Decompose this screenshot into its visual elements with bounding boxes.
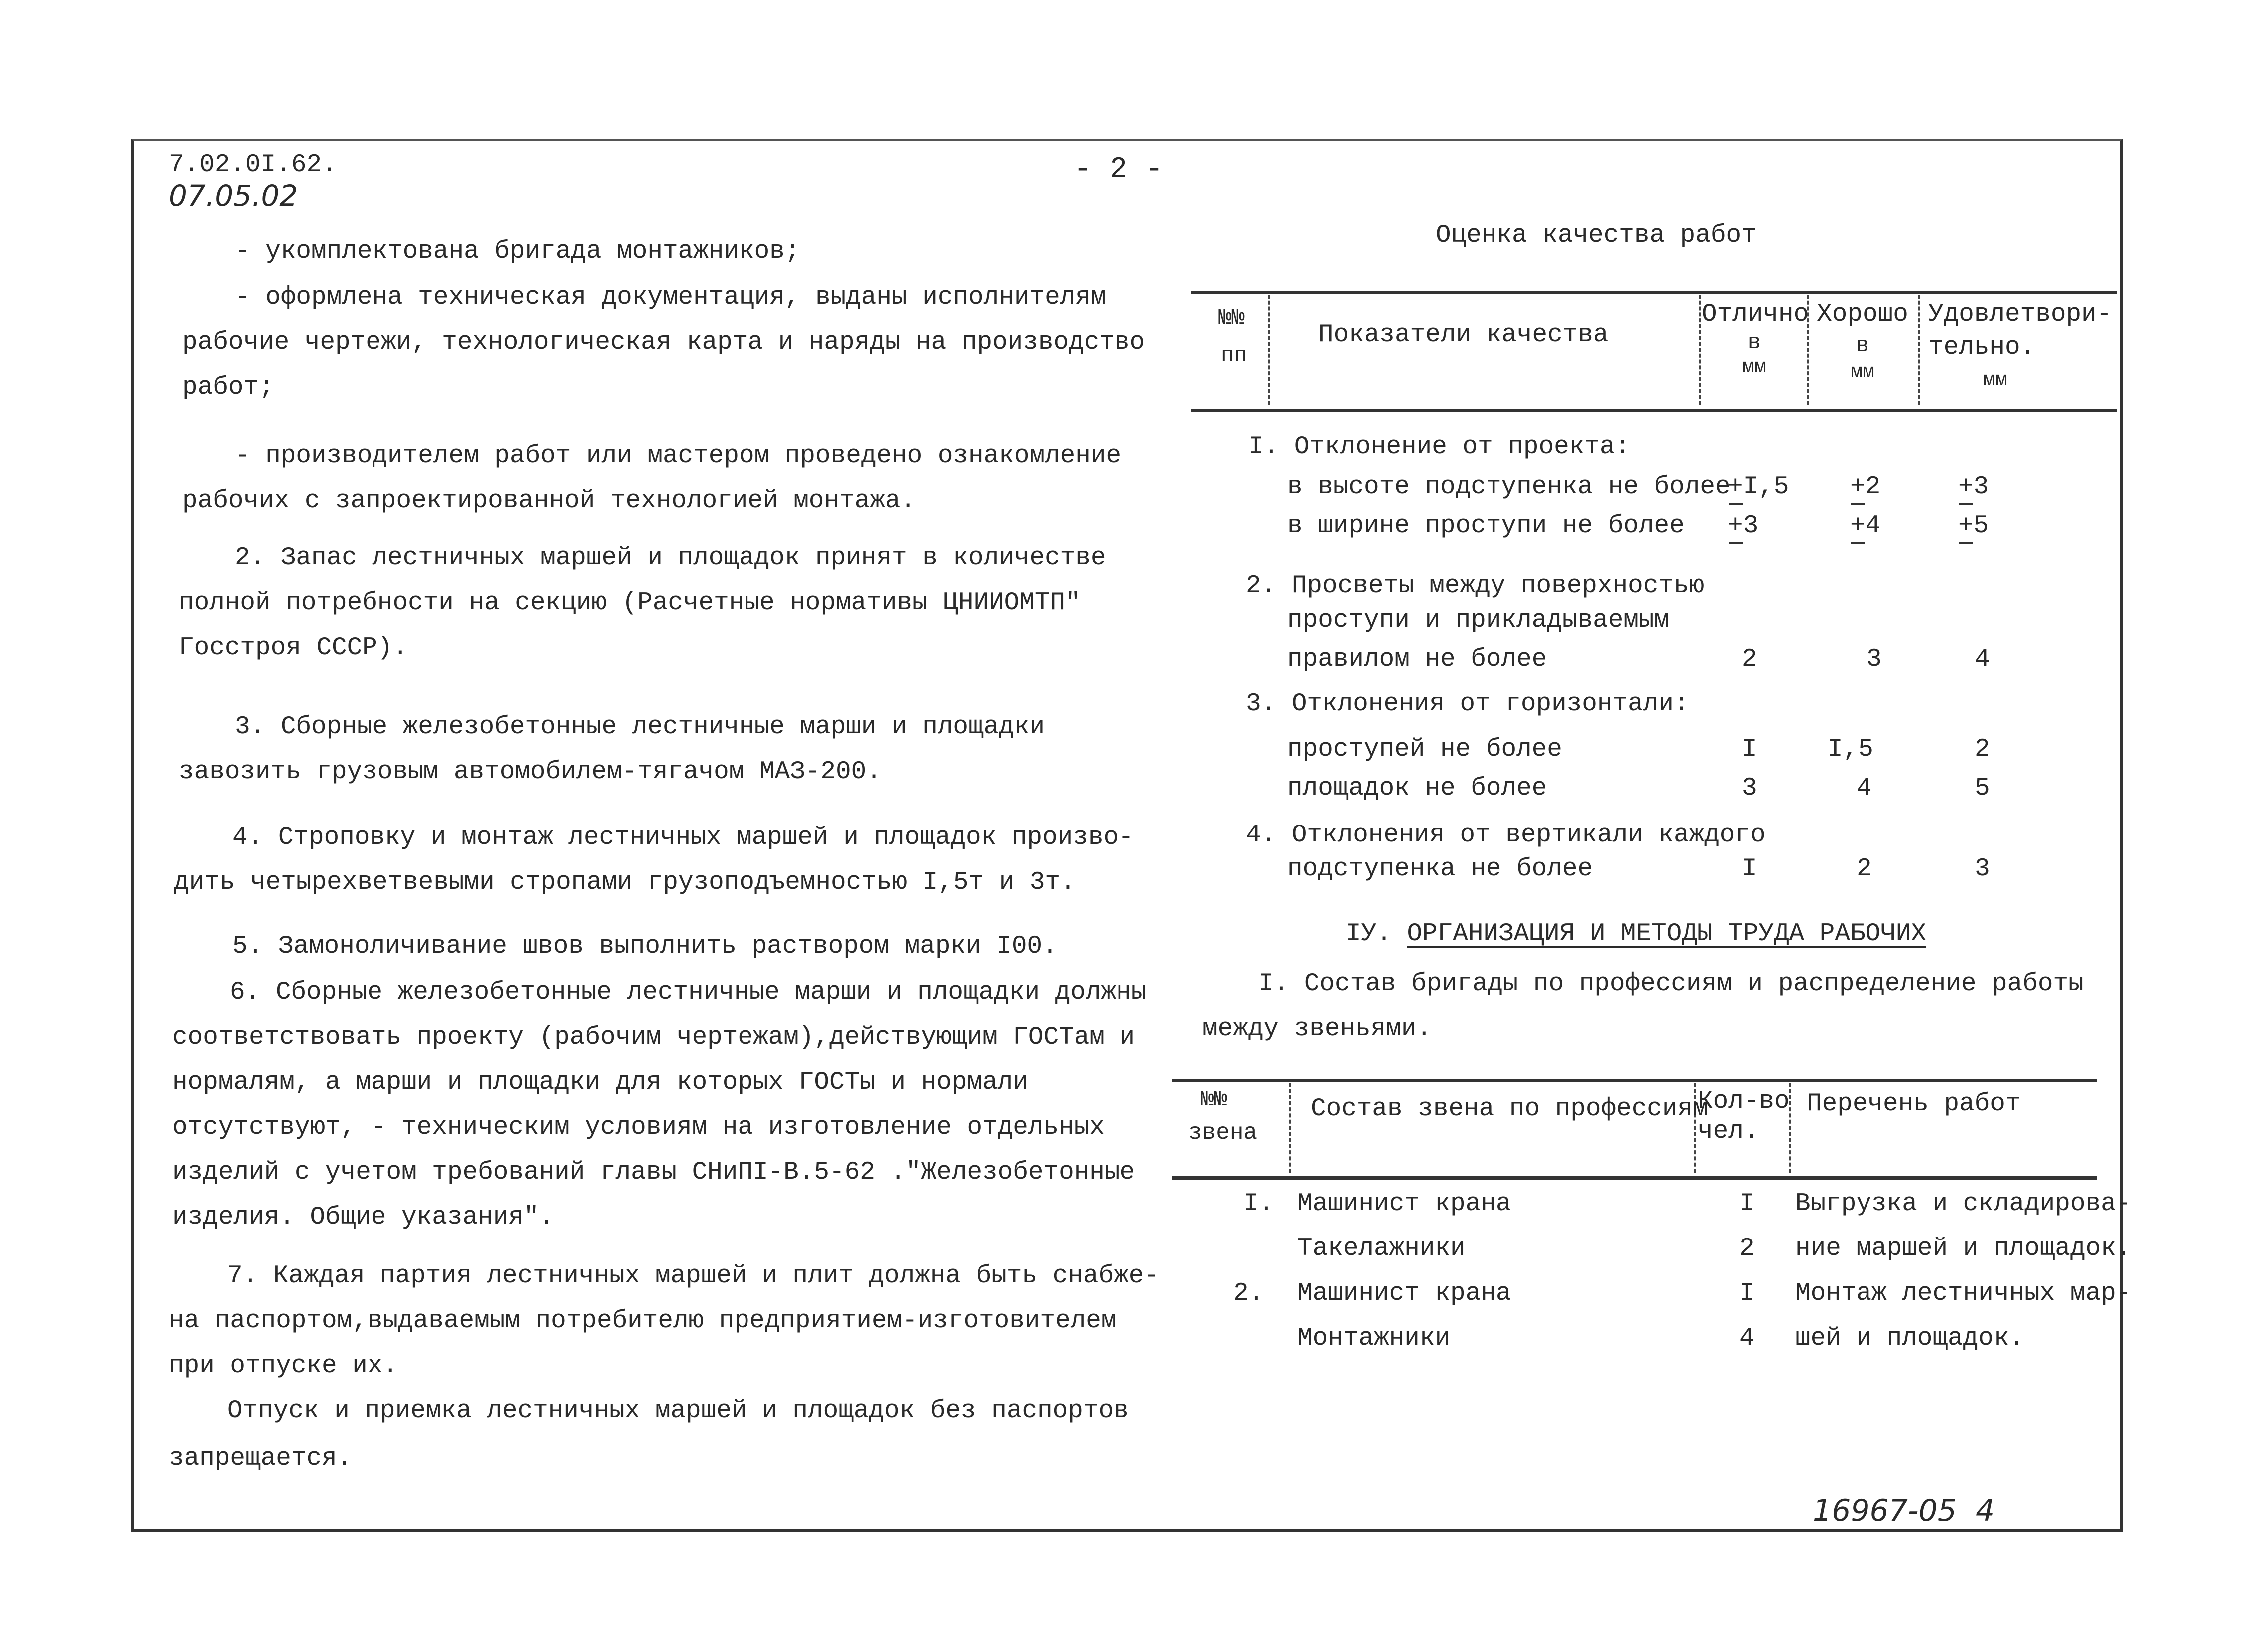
para-line: рабочих с запроектированной технологией монтажа. xyxy=(182,487,916,515)
para-line: соответствовать проекту (рабочим чертежам),действующим ГОСТам и xyxy=(172,1023,1135,1052)
value-excellent: 2 xyxy=(1742,645,1757,674)
para-line: Отпуск и приемка лестничных маршей и площадок без паспортов xyxy=(227,1397,1129,1425)
quality-row-label: I. Отклонение от проекта: xyxy=(1248,433,1631,461)
handwritten-code: 07.05.02 xyxy=(169,179,298,213)
table-header-rule xyxy=(1172,1176,2097,1180)
team-row-profession: Монтажники xyxy=(1297,1324,1451,1353)
header-good-unit: в xyxy=(1856,333,1869,358)
quality-row-label: в ширине проступи не более xyxy=(1287,512,1685,540)
value-good: 4 xyxy=(1857,774,1872,803)
quality-row-label: подступенка не более xyxy=(1287,855,1593,883)
document-code: 7.02.0I.62. xyxy=(169,151,337,179)
para-line: изделия. Общие указания". xyxy=(172,1203,555,1232)
value-excellent: +3 xyxy=(1728,512,1759,540)
para-line: рабочие чертежи, технологическая карта и наряды на производство xyxy=(182,328,1145,357)
header-satisfactory: тельно. xyxy=(1928,333,2036,362)
para-line: 3. Сборные железобетонные лестничные марши и площадки xyxy=(235,713,1045,741)
value-good: 3 xyxy=(1867,645,1882,674)
team-row-profession: Такелажники xyxy=(1297,1235,1466,1263)
para-line: - оформлена техническая документация, выданы исполнителям xyxy=(235,283,1106,312)
para-line: - производителем работ или мастером проведено ознакомление xyxy=(235,442,1121,470)
team-row-num: I. xyxy=(1243,1190,1274,1218)
section-intro: I. Состав бригады по профессиям и распределение работы xyxy=(1258,970,2084,998)
quality-row-label: в высоте подступенка не более xyxy=(1287,473,1731,501)
table-top-rule xyxy=(1191,291,2117,294)
section-intro: между звеньями. xyxy=(1202,1015,1432,1043)
value-satisfactory: 5 xyxy=(1975,774,1990,803)
para-line: при отпуске их. xyxy=(169,1352,398,1380)
value-good: I,5 xyxy=(1828,735,1873,764)
team-row-count: 2 xyxy=(1739,1235,1755,1263)
quality-row-label: 4. Отклонения от вертикали каждого xyxy=(1246,821,1766,849)
value-excellent: +I,5 xyxy=(1728,473,1789,501)
value-good: +4 xyxy=(1850,512,1881,540)
team-row-work: ние маршей и площадок. xyxy=(1795,1235,2132,1263)
header-good: Хорошо xyxy=(1817,300,1908,329)
value-excellent: 3 xyxy=(1742,774,1757,803)
para-line: 4. Строповку и монтаж лестничных маршей и площадок произво- xyxy=(232,824,1134,852)
value-satisfactory: +5 xyxy=(1958,512,1989,540)
footer-number: 16967-05 4 xyxy=(1813,1493,1995,1528)
value-satisfactory: +3 xyxy=(1958,473,1989,501)
header-good-unit: мм xyxy=(1850,361,1874,384)
header-satisfactory-unit: мм xyxy=(1983,369,2007,392)
para-line: полной потребности на секцию (Расчетные нормативы ЦНИИОМТП" xyxy=(179,589,1081,617)
para-line: запрещается. xyxy=(169,1444,353,1473)
header-satisfactory: Удовлетвори- xyxy=(1928,300,2112,329)
para-line: отсутствуют, - техническим условиям на изготовление отдельных xyxy=(172,1113,1105,1142)
team-row-count: I xyxy=(1739,1279,1755,1308)
team-row-num: 2. xyxy=(1233,1279,1264,1308)
value-good: +2 xyxy=(1850,473,1881,501)
value-satisfactory: 3 xyxy=(1975,855,1990,883)
header-num: №№ xyxy=(1218,306,1245,331)
quality-table-title: Оценка качества работ xyxy=(1436,221,1757,250)
value-excellent: I xyxy=(1742,735,1757,764)
table-header-rule xyxy=(1191,409,2117,412)
header-indicator: Показатели качества xyxy=(1318,321,1609,349)
header-excellent: Отлично xyxy=(1702,300,1809,329)
para-line: - укомплектована бригада монтажников; xyxy=(235,237,800,266)
para-line: изделий с учетом требований главы СНиПI-В.5-62 ."Железобетонные xyxy=(172,1158,1135,1187)
team-row-count: 4 xyxy=(1739,1324,1755,1353)
header-num: пп xyxy=(1221,343,1247,368)
para-line: на паспортом,выдаваемым потребителю предприятием-изготовителем xyxy=(169,1307,1117,1335)
para-line: 2. Запас лестничных маршей и площадок принят в количестве xyxy=(235,544,1106,572)
header-num: №№ xyxy=(1201,1087,1227,1112)
quality-row-label: площадок не более xyxy=(1287,774,1547,803)
value-excellent: I xyxy=(1742,855,1757,883)
header-works: Перечень работ xyxy=(1807,1090,2021,1118)
quality-row-label: проступи и прикладываемым xyxy=(1287,606,1670,635)
header-num: звена xyxy=(1188,1120,1258,1146)
para-line: нормалям, а марши и площадки для которых ГОСТы и нормали xyxy=(172,1068,1028,1097)
section-title: IУ. ОРГАНИЗАЦИЯ И МЕТОДЫ ТРУДА РАБОЧИХ xyxy=(1346,920,1927,948)
value-satisfactory: 4 xyxy=(1975,645,1990,674)
para-line: дить четырехветвевыми стропами грузоподъемностью I,5т и 3т. xyxy=(174,868,1076,897)
para-line: работ; xyxy=(182,373,274,402)
para-line: Госстроя СССР). xyxy=(179,634,408,662)
para-line: 7. Каждая партия лестничных маршей и плит должна быть снабже- xyxy=(227,1262,1159,1290)
quality-row-label: правилом не более xyxy=(1287,645,1547,674)
table-top-rule xyxy=(1172,1079,2097,1082)
header-excellent-unit: мм xyxy=(1742,356,1766,379)
header-excellent-unit: в xyxy=(1747,330,1761,355)
page-number: - 2 - xyxy=(1074,153,1164,187)
quality-row-label: проступей не более xyxy=(1287,735,1562,764)
column-divider xyxy=(1268,295,1270,405)
header-count: чел. xyxy=(1698,1117,1759,1146)
value-good: 2 xyxy=(1857,855,1872,883)
team-row-profession: Машинист крана xyxy=(1297,1279,1511,1308)
column-divider xyxy=(1289,1083,1291,1173)
para-line: 6. Сборные железобетонные лестничные марши и площадки должны xyxy=(230,978,1147,1007)
team-row-count: I xyxy=(1739,1190,1755,1218)
quality-row-label: 2. Просветы между поверхностью xyxy=(1246,572,1705,600)
team-row-work: Выгрузка и складирова- xyxy=(1795,1190,2132,1218)
value-satisfactory: 2 xyxy=(1975,735,1990,764)
team-row-work: шей и площадок. xyxy=(1795,1324,2025,1353)
column-divider xyxy=(1699,295,1701,405)
header-composition: Состав звена по профессиям xyxy=(1311,1095,1708,1123)
quality-row-label: 3. Отклонения от горизонтали: xyxy=(1246,690,1689,718)
para-line: 5. Замоноличивание швов выполнить раствором марки I00. xyxy=(232,932,1058,961)
team-row-profession: Машинист крана xyxy=(1297,1190,1511,1218)
team-row-work: Монтаж лестничных мар- xyxy=(1795,1279,2132,1308)
para-line: завозить грузовым автомобилем-тягачом МАЗ-200. xyxy=(179,758,882,786)
header-count: Кол-во xyxy=(1698,1087,1790,1116)
